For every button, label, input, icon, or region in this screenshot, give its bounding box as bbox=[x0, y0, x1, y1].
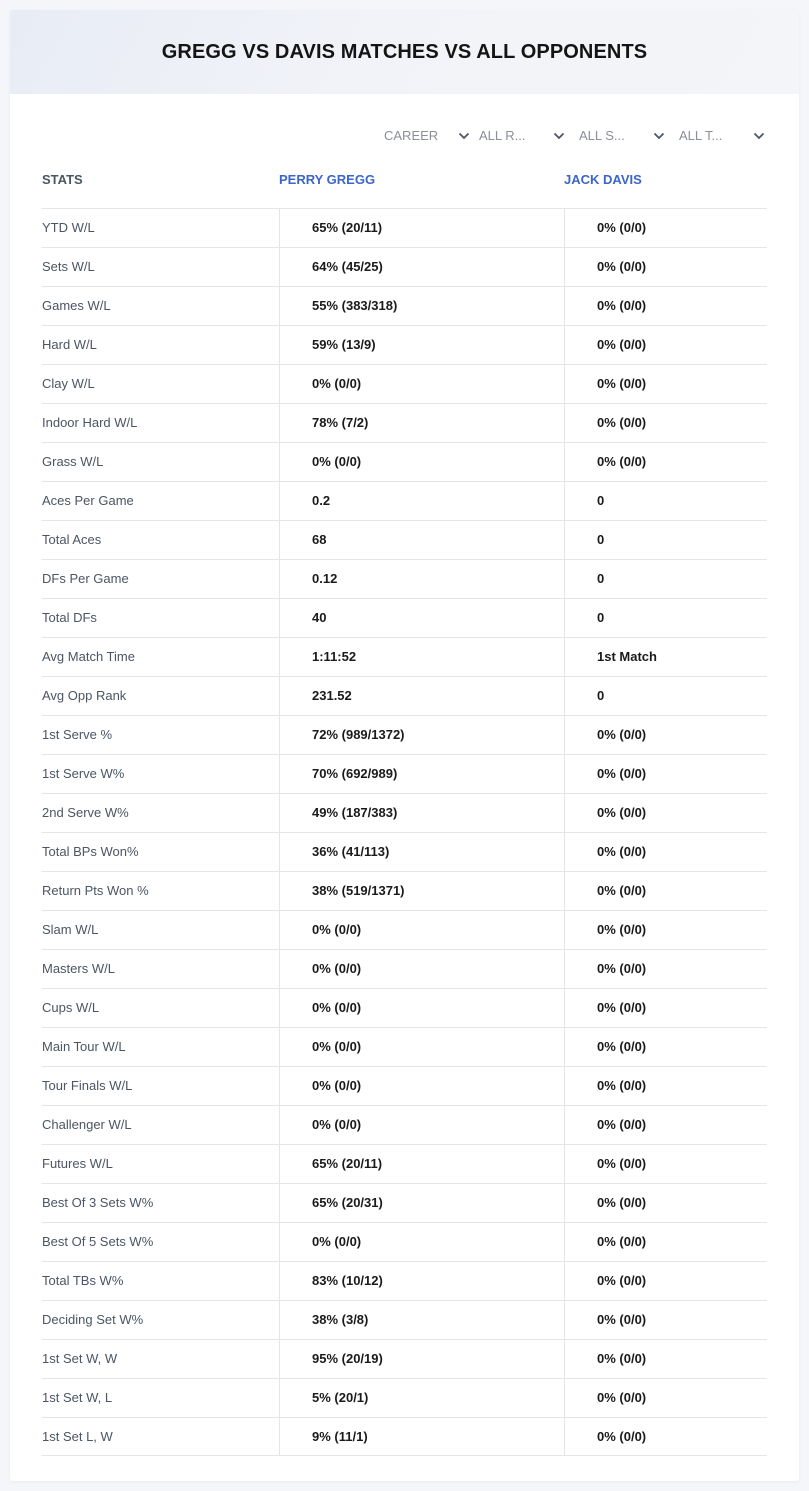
row-label: Masters W/L bbox=[42, 961, 115, 976]
row-label: 1st Serve % bbox=[42, 727, 113, 742]
player2-value: 0% (0/0) bbox=[564, 833, 767, 872]
player2-value: 0% (0/0) bbox=[564, 248, 767, 287]
player2-value: 0% (0/0) bbox=[564, 443, 767, 482]
row-label: Total DFs bbox=[42, 610, 97, 625]
row-label: Clay W/L bbox=[42, 376, 95, 391]
player2-value: 0% (0/0) bbox=[564, 1028, 767, 1067]
player2-value: 0% (0/0) bbox=[564, 989, 767, 1028]
player2-value: 0% (0/0) bbox=[564, 950, 767, 989]
table-row bbox=[42, 1105, 767, 1144]
table-row bbox=[42, 793, 767, 832]
player1-value: 0% (0/0) bbox=[279, 1028, 564, 1067]
row-label: YTD W/L bbox=[42, 220, 95, 235]
row-label: Tour Finals W/L bbox=[42, 1078, 133, 1093]
table-row bbox=[42, 325, 767, 364]
row-label: Best Of 5 Sets W% bbox=[42, 1234, 154, 1249]
player1-value: 0.2 bbox=[279, 482, 564, 521]
player1-value: 0% (0/0) bbox=[279, 1067, 564, 1106]
player1-value: 65% (20/31) bbox=[279, 1184, 564, 1223]
row-label: 1st Serve W% bbox=[42, 766, 125, 781]
player2-value: 0% (0/0) bbox=[564, 1379, 767, 1418]
player2-value: 0% (0/0) bbox=[564, 1145, 767, 1184]
player2-value: 0% (0/0) bbox=[564, 1418, 767, 1456]
filter-label: CAREER bbox=[384, 128, 439, 143]
player2-value: 0% (0/0) bbox=[564, 1067, 767, 1106]
filter-rounds-select[interactable] bbox=[479, 126, 565, 146]
player1-value: 0% (0/0) bbox=[279, 365, 564, 404]
row-label: Cups W/L bbox=[42, 1000, 100, 1015]
player2-value: 0% (0/0) bbox=[564, 1106, 767, 1145]
chevron-down-icon bbox=[553, 132, 565, 140]
row-label: Futures W/L bbox=[42, 1156, 113, 1171]
row-label: DFs Per Game bbox=[42, 571, 129, 586]
table-row bbox=[42, 520, 767, 559]
player1-value: 9% (11/1) bbox=[279, 1418, 564, 1456]
player1-value: 49% (187/383) bbox=[279, 794, 564, 833]
column-header-stats: STATS bbox=[42, 172, 83, 187]
row-label: Games W/L bbox=[42, 298, 111, 313]
player1-value: 0% (0/0) bbox=[279, 1106, 564, 1145]
player2-value: 0 bbox=[564, 599, 767, 638]
row-label: Deciding Set W% bbox=[42, 1312, 144, 1327]
row-label: Total TBs W% bbox=[42, 1273, 124, 1288]
player2-value: 0% (0/0) bbox=[564, 794, 767, 833]
chevron-down-icon bbox=[753, 132, 765, 140]
table-row bbox=[42, 832, 767, 871]
player1-value: 72% (989/1372) bbox=[279, 716, 564, 755]
player2-value: 0% (0/0) bbox=[564, 1262, 767, 1301]
player1-value: 55% (383/318) bbox=[279, 287, 564, 326]
table-row bbox=[42, 1300, 767, 1339]
player2-value: 0% (0/0) bbox=[564, 365, 767, 404]
row-label: Grass W/L bbox=[42, 454, 104, 469]
player1-value: 78% (7/2) bbox=[279, 404, 564, 443]
row-label: Main Tour W/L bbox=[42, 1039, 126, 1054]
table-row bbox=[42, 403, 767, 442]
player2-value: 0% (0/0) bbox=[564, 1301, 767, 1340]
table-row bbox=[42, 1144, 767, 1183]
table-row bbox=[42, 598, 767, 637]
player2-value: 0% (0/0) bbox=[564, 755, 767, 794]
table-row bbox=[42, 910, 767, 949]
player1-value: 64% (45/25) bbox=[279, 248, 564, 287]
filter-surfaces-select[interactable] bbox=[579, 126, 665, 146]
table-row bbox=[42, 1183, 767, 1222]
table-row bbox=[42, 247, 767, 286]
chevron-down-icon bbox=[458, 132, 470, 140]
player2-value: 0% (0/0) bbox=[564, 404, 767, 443]
row-label: Best Of 3 Sets W% bbox=[42, 1195, 154, 1210]
player2-value: 0% (0/0) bbox=[564, 287, 767, 326]
table-row bbox=[42, 559, 767, 598]
column-header-player2-link[interactable]: JACK DAVIS bbox=[564, 172, 642, 187]
table-row bbox=[42, 988, 767, 1027]
player1-value: 59% (13/9) bbox=[279, 326, 564, 365]
table-row bbox=[42, 949, 767, 988]
player1-value: 65% (20/11) bbox=[279, 209, 564, 248]
player1-value: 70% (692/989) bbox=[279, 755, 564, 794]
player1-value: 65% (20/11) bbox=[279, 1145, 564, 1184]
player1-value: 38% (519/1371) bbox=[279, 872, 564, 911]
player2-value: 0% (0/0) bbox=[564, 1184, 767, 1223]
player1-value: 0% (0/0) bbox=[279, 950, 564, 989]
row-label: Total BPs Won% bbox=[42, 844, 139, 859]
filter-bar bbox=[10, 126, 799, 146]
row-label: Aces Per Game bbox=[42, 493, 134, 508]
player1-value: 36% (41/113) bbox=[279, 833, 564, 872]
row-label: Slam W/L bbox=[42, 922, 99, 937]
player1-value: 0% (0/0) bbox=[279, 911, 564, 950]
player1-value: 1:11:52 bbox=[279, 638, 564, 677]
row-label: Avg Match Time bbox=[42, 649, 135, 664]
column-header-player1-link[interactable]: PERRY GREGG bbox=[279, 172, 376, 187]
player2-value: 0 bbox=[564, 521, 767, 560]
row-label: Hard W/L bbox=[42, 337, 97, 352]
row-label: Total Aces bbox=[42, 532, 102, 547]
player2-value: 0% (0/0) bbox=[564, 1223, 767, 1262]
filter-tournaments-select[interactable] bbox=[679, 126, 765, 146]
table-row bbox=[42, 1339, 767, 1378]
table-row bbox=[42, 1222, 767, 1261]
stats-table bbox=[42, 208, 767, 1456]
row-label: Sets W/L bbox=[42, 259, 95, 274]
table-row bbox=[42, 676, 767, 715]
filter-label: ALL R... bbox=[479, 128, 526, 143]
table-row bbox=[42, 1378, 767, 1417]
row-label: Avg Opp Rank bbox=[42, 688, 127, 703]
chevron-down-icon bbox=[653, 132, 665, 140]
player2-value: 0 bbox=[564, 560, 767, 599]
row-label: 1st Set W, L bbox=[42, 1390, 113, 1405]
player1-value: 83% (10/12) bbox=[279, 1262, 564, 1301]
table-row bbox=[42, 1066, 767, 1105]
player1-value: 5% (20/1) bbox=[279, 1379, 564, 1418]
table-row bbox=[42, 208, 767, 247]
player1-value: 38% (3/8) bbox=[279, 1301, 564, 1340]
table-row bbox=[42, 1417, 767, 1456]
player1-value: 231.52 bbox=[279, 677, 564, 716]
player1-value: 68 bbox=[279, 521, 564, 560]
table-row bbox=[42, 637, 767, 676]
row-label: 1st Set L, W bbox=[42, 1429, 113, 1444]
player2-value: 0% (0/0) bbox=[564, 872, 767, 911]
table-row bbox=[42, 871, 767, 910]
player1-value: 0% (0/0) bbox=[279, 1223, 564, 1262]
filter-label: ALL S... bbox=[579, 128, 625, 143]
table-row bbox=[42, 1027, 767, 1066]
player1-value: 95% (20/19) bbox=[279, 1340, 564, 1379]
filter-label: ALL T... bbox=[679, 128, 723, 143]
stats-card bbox=[10, 10, 799, 1481]
row-label: Return Pts Won % bbox=[42, 883, 149, 898]
player2-value: 0% (0/0) bbox=[564, 209, 767, 248]
player2-value: 0% (0/0) bbox=[564, 716, 767, 755]
table-row bbox=[42, 754, 767, 793]
player1-value: 0% (0/0) bbox=[279, 443, 564, 482]
player1-value: 0% (0/0) bbox=[279, 989, 564, 1028]
table-row bbox=[42, 715, 767, 754]
player2-value: 0% (0/0) bbox=[564, 1340, 767, 1379]
row-label: Indoor Hard W/L bbox=[42, 415, 138, 430]
card-header bbox=[10, 10, 799, 94]
player1-value: 40 bbox=[279, 599, 564, 638]
row-label: 2nd Serve W% bbox=[42, 805, 129, 820]
filter-career-select[interactable] bbox=[384, 126, 470, 146]
row-label: Challenger W/L bbox=[42, 1117, 132, 1132]
player2-value: 0% (0/0) bbox=[564, 326, 767, 365]
player2-value: 0 bbox=[564, 677, 767, 716]
table-row bbox=[42, 442, 767, 481]
table-row bbox=[42, 286, 767, 325]
table-row bbox=[42, 364, 767, 403]
row-label: 1st Set W, W bbox=[42, 1351, 118, 1366]
table-row bbox=[42, 481, 767, 520]
player1-value: 0.12 bbox=[279, 560, 564, 599]
player2-value: 1st Match bbox=[564, 638, 767, 677]
page-title: GREGG VS DAVIS MATCHES VS ALL OPPONENTS bbox=[161, 40, 648, 63]
table-row bbox=[42, 1261, 767, 1300]
player2-value: 0% (0/0) bbox=[564, 911, 767, 950]
player2-value: 0 bbox=[564, 482, 767, 521]
